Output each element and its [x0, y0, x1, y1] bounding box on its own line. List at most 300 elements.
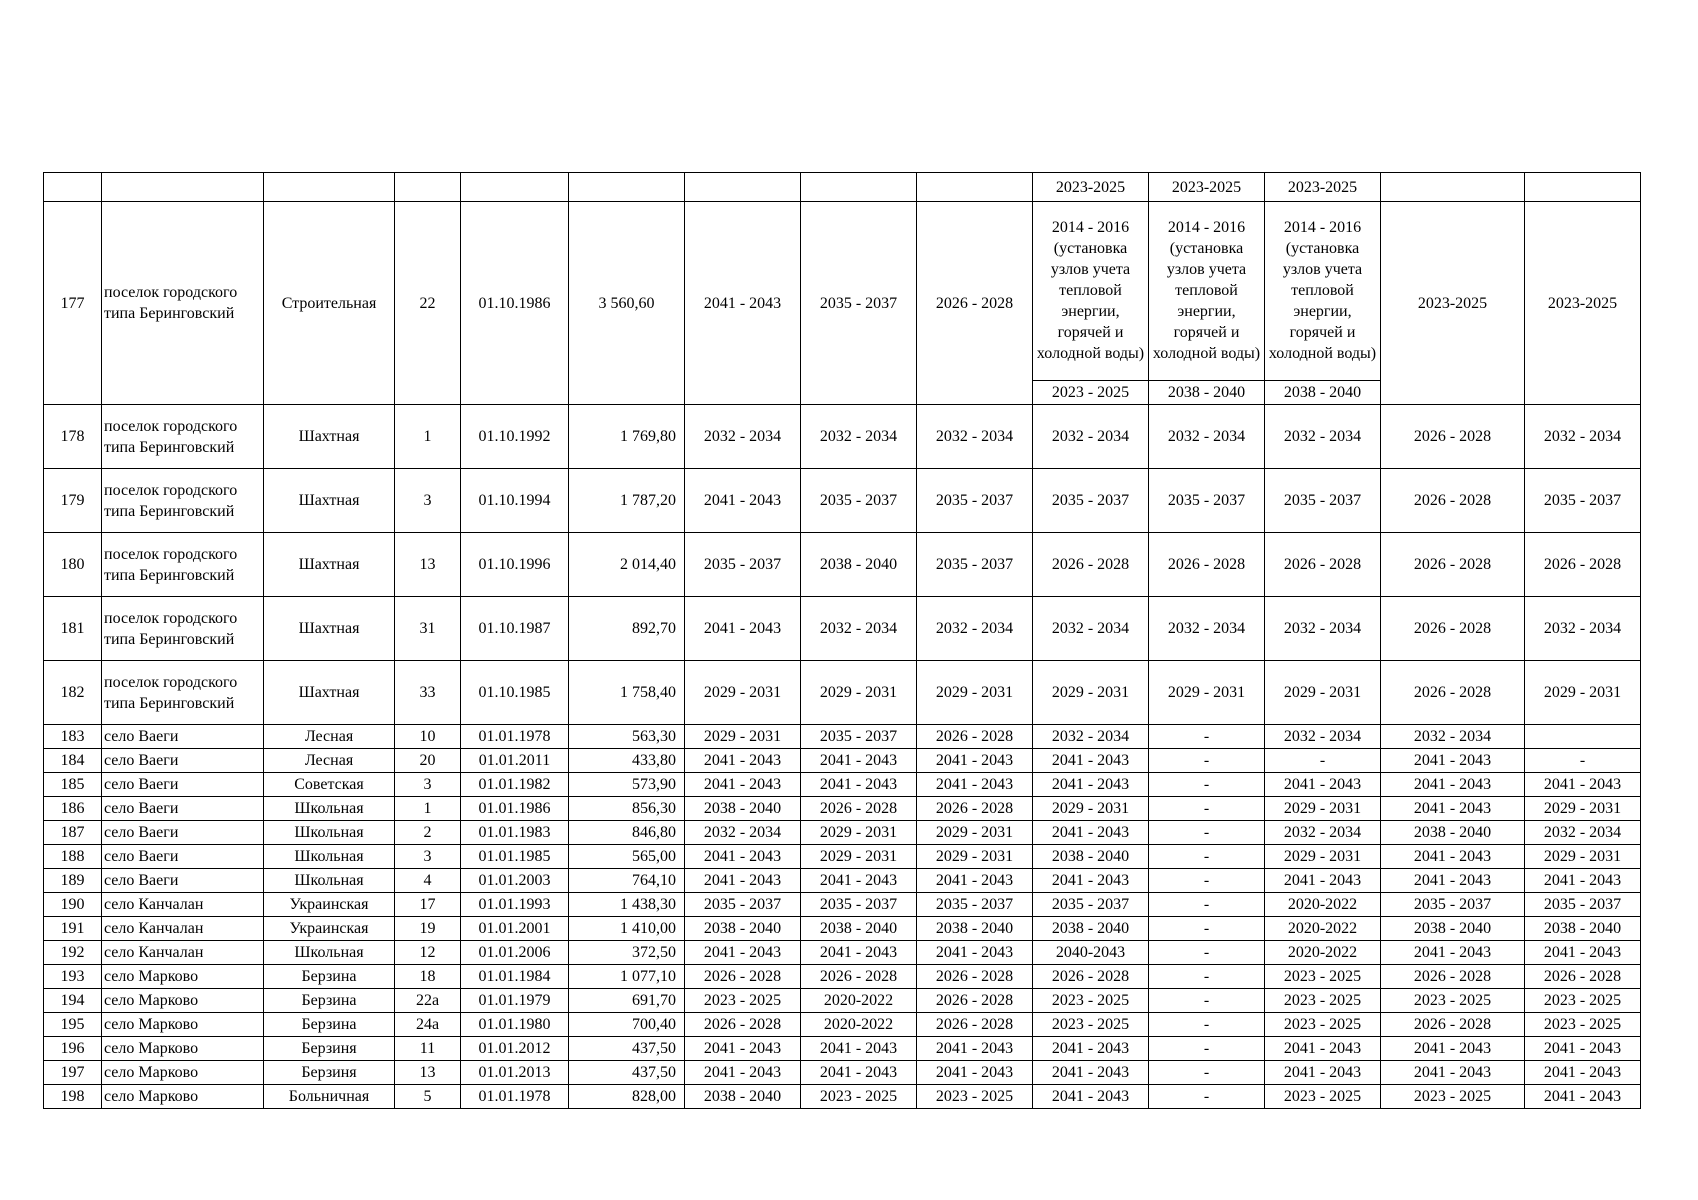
total-area: 565,00 — [569, 845, 685, 869]
period-cell: 2032 - 2034 — [685, 405, 801, 469]
street-name: Шахтная — [264, 533, 395, 597]
period-cell: 2041 - 2043 — [1033, 1061, 1149, 1085]
table-row — [44, 405, 1641, 469]
period-cell: 2032 - 2034 — [1525, 405, 1641, 469]
period-cell: 2029 - 2031 — [1033, 797, 1149, 821]
row-number: 184 — [44, 749, 102, 773]
period-cell: 2023 - 2025 — [1265, 1085, 1381, 1109]
period-cell: - — [1525, 749, 1641, 773]
row-number: 189 — [44, 869, 102, 893]
period-cell: 2026 - 2028 — [917, 1013, 1033, 1037]
period-cell: 2026 - 2028 — [1525, 533, 1641, 597]
period-cell: 2035 - 2037 — [1525, 469, 1641, 533]
settlement-name: село Ваеги — [102, 773, 264, 797]
row-number: 177 — [44, 202, 102, 405]
table-row — [44, 1013, 1641, 1037]
period-cell: - — [1149, 965, 1265, 989]
table-row — [44, 893, 1641, 917]
house-number: 1 — [395, 797, 461, 821]
period-cell: 2023 - 2025 — [685, 989, 801, 1013]
total-area: 2 014,40 — [569, 533, 685, 597]
period-cell: 2023 - 2025 — [1033, 1013, 1149, 1037]
commission-date: 01.01.1978 — [461, 725, 569, 749]
period-cell: 2041 - 2043 — [1525, 941, 1641, 965]
street-name: Берзиня — [264, 1037, 395, 1061]
period-cell: 2035 - 2037 — [917, 469, 1033, 533]
table-cell — [44, 173, 102, 202]
period-cell: 2026 - 2028 — [685, 1013, 801, 1037]
table-cell: 2023-2025 — [1265, 173, 1381, 202]
table-row — [44, 1037, 1641, 1061]
total-area: 691,70 — [569, 989, 685, 1013]
house-number: 17 — [395, 893, 461, 917]
period-cell: 2029 - 2031 — [801, 661, 917, 725]
period-cell: 2029 - 2031 — [1525, 797, 1641, 821]
period-cell: 2041 - 2043 — [1381, 1037, 1525, 1061]
house-number: 13 — [395, 1061, 461, 1085]
street-name: Лесная — [264, 725, 395, 749]
table-row — [44, 965, 1641, 989]
period-cell: 2023 - 2025 — [1265, 965, 1381, 989]
period-cell: 2035 - 2037 — [801, 725, 917, 749]
row-number: 196 — [44, 1037, 102, 1061]
street-name: Больничная — [264, 1085, 395, 1109]
house-number: 19 — [395, 917, 461, 941]
settlement-name: село Марково — [102, 1037, 264, 1061]
period-cell: 2029 - 2031 — [1525, 845, 1641, 869]
total-area: 1 787,20 — [569, 469, 685, 533]
period-cell: 2041 - 2043 — [1265, 1061, 1381, 1085]
house-number: 22 — [395, 202, 461, 405]
period-cell — [1525, 725, 1641, 749]
period-cell: 2035 - 2037 — [685, 533, 801, 597]
street-name: Школьная — [264, 845, 395, 869]
commission-date: 01.01.1979 — [461, 989, 569, 1013]
period-cell: - — [1149, 893, 1265, 917]
table-cell: 2023-2025 — [1033, 173, 1149, 202]
table-cell — [1525, 173, 1641, 202]
total-area: 700,40 — [569, 1013, 685, 1037]
document-page — [43, 172, 1641, 1109]
commission-date: 01.10.1992 — [461, 405, 569, 469]
total-area: 856,30 — [569, 797, 685, 821]
house-number: 4 — [395, 869, 461, 893]
period-cell: 2035 - 2037 — [685, 893, 801, 917]
table-row — [44, 1061, 1641, 1085]
period-cell: 2029 - 2031 — [1265, 845, 1381, 869]
commission-date: 01.01.1983 — [461, 821, 569, 845]
period-cell: 2026 - 2028 — [1033, 533, 1149, 597]
row-number: 190 — [44, 893, 102, 917]
period-cell: 2032 - 2034 — [801, 405, 917, 469]
period-cell: 2023 - 2025 — [917, 1085, 1033, 1109]
settlement-name: поселок городского типа Беринговский — [102, 597, 264, 661]
commission-date: 01.10.1986 — [461, 202, 569, 405]
settlement-name: село Марково — [102, 989, 264, 1013]
period-cell: 2026 - 2028 — [1381, 1013, 1525, 1037]
period-cell: 2026 - 2028 — [917, 797, 1033, 821]
settlement-name: поселок городского типа Беринговский — [102, 405, 264, 469]
table-row — [44, 989, 1641, 1013]
table-row — [44, 597, 1641, 661]
period-cell: 2035 - 2037 — [1149, 469, 1265, 533]
period-cell: 2041 - 2043 — [1525, 773, 1641, 797]
table-cell: 2023-2025 — [1149, 173, 1265, 202]
total-area: 573,90 — [569, 773, 685, 797]
period-cell: 2026 - 2028 — [685, 965, 801, 989]
period-cell: 2026 - 2028 — [1381, 469, 1525, 533]
period-cell: 2041 - 2043 — [1033, 821, 1149, 845]
table-cell — [917, 173, 1033, 202]
period-cell: - — [1149, 869, 1265, 893]
table-row — [44, 845, 1641, 869]
settlement-name: село Канчалан — [102, 917, 264, 941]
period-cell: - — [1265, 749, 1381, 773]
period-cell: 2041 - 2043 — [685, 1061, 801, 1085]
house-number: 20 — [395, 749, 461, 773]
street-name: Берзина — [264, 989, 395, 1013]
period-cell: 2032 - 2034 — [1149, 405, 1265, 469]
row-number: 179 — [44, 469, 102, 533]
period-cell: 2041 - 2043 — [1381, 773, 1525, 797]
commission-date: 01.01.1985 — [461, 845, 569, 869]
total-area: 1 410,00 — [569, 917, 685, 941]
period-cell: 2041 - 2043 — [685, 597, 801, 661]
period-cell: 2041 - 2043 — [1265, 869, 1381, 893]
settlement-name: поселок городского типа Беринговский — [102, 469, 264, 533]
commission-date: 01.01.1978 — [461, 1085, 569, 1109]
house-number: 12 — [395, 941, 461, 965]
total-area: 372,50 — [569, 941, 685, 965]
street-name: Берзина — [264, 965, 395, 989]
period-cell: 2023 - 2025 — [1381, 989, 1525, 1013]
period-cell: 2014 - 2016 (установка узлов учета тепловой энергии, горячей и холодной воды) — [1033, 202, 1149, 381]
period-cell: - — [1149, 725, 1265, 749]
period-cell: 2032 - 2034 — [1265, 725, 1381, 749]
period-cell: - — [1149, 749, 1265, 773]
period-cell: 2032 - 2034 — [1033, 725, 1149, 749]
table-row — [44, 749, 1641, 773]
commission-date: 01.10.1996 — [461, 533, 569, 597]
period-cell: 2035 - 2037 — [917, 893, 1033, 917]
period-cell: 2020-2022 — [801, 1013, 917, 1037]
total-area: 764,10 — [569, 869, 685, 893]
period-cell: 2041 - 2043 — [801, 773, 917, 797]
period-cell: 2029 - 2031 — [1033, 661, 1149, 725]
period-cell: - — [1149, 1085, 1265, 1109]
period-cell: 2041 - 2043 — [917, 1037, 1033, 1061]
table-row — [44, 773, 1641, 797]
period-cell: 2041 - 2043 — [801, 869, 917, 893]
period-cell: - — [1149, 941, 1265, 965]
period-cell: 2023-2025 — [1525, 202, 1641, 405]
period-cell: 2041 - 2043 — [1381, 1061, 1525, 1085]
period-cell: 2041 - 2043 — [801, 1037, 917, 1061]
period-cell: 2041 - 2043 — [685, 773, 801, 797]
street-name: Лесная — [264, 749, 395, 773]
table-row — [44, 917, 1641, 941]
house-number: 13 — [395, 533, 461, 597]
table-row — [44, 725, 1641, 749]
table-cell — [102, 173, 264, 202]
period-cell: 2035 - 2037 — [801, 202, 917, 405]
period-cell: 2038 - 2040 — [685, 917, 801, 941]
settlement-name: село Марково — [102, 1061, 264, 1085]
period-cell: 2041 - 2043 — [685, 469, 801, 533]
period-cell: 2026 - 2028 — [1381, 597, 1525, 661]
settlement-name: село Ваеги — [102, 749, 264, 773]
period-cell: 2041 - 2043 — [1033, 1037, 1149, 1061]
row-number: 182 — [44, 661, 102, 725]
period-cell: 2029 - 2031 — [917, 845, 1033, 869]
row-number: 195 — [44, 1013, 102, 1037]
period-cell: 2041 - 2043 — [1381, 797, 1525, 821]
settlement-name: село Ваеги — [102, 845, 264, 869]
total-area: 1 077,10 — [569, 965, 685, 989]
house-number: 24а — [395, 1013, 461, 1037]
period-cell: - — [1149, 845, 1265, 869]
table-row-177 — [44, 202, 1641, 381]
street-name: Шахтная — [264, 469, 395, 533]
commission-date: 01.01.1980 — [461, 1013, 569, 1037]
period-cell: 2029 - 2031 — [1265, 661, 1381, 725]
period-cell: 2032 - 2034 — [1033, 597, 1149, 661]
settlement-name: село Ваеги — [102, 725, 264, 749]
period-cell: 2035 - 2037 — [1265, 469, 1381, 533]
table-cell — [395, 173, 461, 202]
row-number: 181 — [44, 597, 102, 661]
house-number: 33 — [395, 661, 461, 725]
table-row — [44, 941, 1641, 965]
total-area: 828,00 — [569, 1085, 685, 1109]
period-cell: 2041 - 2043 — [685, 869, 801, 893]
row-number: 194 — [44, 989, 102, 1013]
settlement-name: село Канчалан — [102, 941, 264, 965]
period-cell: 2041 - 2043 — [1033, 1085, 1149, 1109]
period-cell: 2035 - 2037 — [1033, 893, 1149, 917]
period-cell: - — [1149, 1061, 1265, 1085]
settlement-name: село Ваеги — [102, 797, 264, 821]
settlement-name: село Ваеги — [102, 869, 264, 893]
period-cell: 2023-2025 — [1381, 202, 1525, 405]
total-area: 433,80 — [569, 749, 685, 773]
commission-date: 01.01.1984 — [461, 965, 569, 989]
row-number: 198 — [44, 1085, 102, 1109]
period-cell: 2041 - 2043 — [1381, 845, 1525, 869]
table-row — [44, 821, 1641, 845]
period-cell: 2020-2022 — [1265, 893, 1381, 917]
period-cell: 2041 - 2043 — [917, 869, 1033, 893]
street-name: Советская — [264, 773, 395, 797]
total-area: 3 560,60 — [569, 202, 685, 405]
settlement-name: село Марково — [102, 1013, 264, 1037]
period-cell: 2041 - 2043 — [1525, 1085, 1641, 1109]
period-cell: 2032 - 2034 — [1033, 405, 1149, 469]
period-cell: 2032 - 2034 — [1525, 597, 1641, 661]
period-cell: 2041 - 2043 — [1381, 869, 1525, 893]
settlement-name: село Марково — [102, 965, 264, 989]
period-cell: - — [1149, 917, 1265, 941]
period-cell: 2041 - 2043 — [801, 1061, 917, 1085]
settlement-name: поселок городского типа Беринговский — [102, 533, 264, 597]
settlement-name: поселок городского типа Беринговский — [102, 661, 264, 725]
period-cell: 2041 - 2043 — [917, 941, 1033, 965]
period-cell: 2038 - 2040 — [801, 917, 917, 941]
period-cell: 2038 - 2040 — [1381, 917, 1525, 941]
period-cell: 2041 - 2043 — [1381, 941, 1525, 965]
house-number: 10 — [395, 725, 461, 749]
period-cell: 2026 - 2028 — [917, 989, 1033, 1013]
period-cell: 2035 - 2037 — [801, 469, 917, 533]
table-row — [44, 661, 1641, 725]
table-cell — [569, 173, 685, 202]
period-cell: 2032 - 2034 — [1265, 597, 1381, 661]
period-cell: 2041 - 2043 — [917, 1061, 1033, 1085]
commission-date: 01.01.2011 — [461, 749, 569, 773]
period-cell: 2041 - 2043 — [1033, 773, 1149, 797]
row-number: 187 — [44, 821, 102, 845]
settlement-name: село Ваеги — [102, 821, 264, 845]
row-number: 192 — [44, 941, 102, 965]
commission-date: 01.01.2003 — [461, 869, 569, 893]
period-cell: 2023 - 2025 — [801, 1085, 917, 1109]
period-cell: - — [1149, 797, 1265, 821]
settlement-name: село Канчалан — [102, 893, 264, 917]
period-cell: 2029 - 2031 — [1265, 797, 1381, 821]
period-cell: 2038 - 2040 — [917, 917, 1033, 941]
period-cell: 2038 - 2040 — [1033, 917, 1149, 941]
row-number: 178 — [44, 405, 102, 469]
street-name: Шахтная — [264, 597, 395, 661]
period-cell: 2038 - 2040 — [1265, 380, 1381, 404]
house-number: 3 — [395, 469, 461, 533]
period-cell: 2041 - 2043 — [1525, 1037, 1641, 1061]
commission-date: 01.01.1993 — [461, 893, 569, 917]
period-cell: 2040-2043 — [1033, 941, 1149, 965]
period-cell: 2023 - 2025 — [1033, 989, 1149, 1013]
period-cell: 2038 - 2040 — [1033, 845, 1149, 869]
period-cell: 2041 - 2043 — [917, 773, 1033, 797]
row-number: 186 — [44, 797, 102, 821]
house-number: 11 — [395, 1037, 461, 1061]
table-row — [44, 869, 1641, 893]
period-cell: 2041 - 2043 — [1033, 869, 1149, 893]
period-cell: 2023 - 2025 — [1033, 380, 1149, 404]
period-cell: 2026 - 2028 — [1265, 533, 1381, 597]
period-cell: 2038 - 2040 — [1149, 380, 1265, 404]
street-name: Школьная — [264, 869, 395, 893]
street-name: Украинская — [264, 893, 395, 917]
period-cell: 2041 - 2043 — [685, 941, 801, 965]
period-cell: 2032 - 2034 — [801, 597, 917, 661]
street-name: Школьная — [264, 941, 395, 965]
period-cell: 2032 - 2034 — [1265, 821, 1381, 845]
period-cell: 2035 - 2037 — [1525, 893, 1641, 917]
commission-date: 01.01.2006 — [461, 941, 569, 965]
total-area: 1 438,30 — [569, 893, 685, 917]
period-cell: 2038 - 2040 — [685, 797, 801, 821]
period-cell: 2038 - 2040 — [1381, 821, 1525, 845]
row-number: 191 — [44, 917, 102, 941]
period-cell: - — [1149, 1013, 1265, 1037]
house-number: 22а — [395, 989, 461, 1013]
period-cell: - — [1149, 1037, 1265, 1061]
period-cell: 2041 - 2043 — [1381, 749, 1525, 773]
table-row — [44, 533, 1641, 597]
period-cell: - — [1149, 773, 1265, 797]
street-name: Шахтная — [264, 661, 395, 725]
settlement-name: поселок городского типа Беринговский — [102, 202, 264, 405]
period-cell: 2032 - 2034 — [917, 405, 1033, 469]
period-cell: 2026 - 2028 — [801, 797, 917, 821]
total-area: 437,50 — [569, 1037, 685, 1061]
period-cell: 2026 - 2028 — [917, 965, 1033, 989]
period-cell: 2041 - 2043 — [917, 749, 1033, 773]
period-cell: 2026 - 2028 — [1525, 965, 1641, 989]
table-cell — [264, 173, 395, 202]
period-cell: 2026 - 2028 — [1033, 965, 1149, 989]
row-number: 188 — [44, 845, 102, 869]
street-name: Украинская — [264, 917, 395, 941]
row-number: 183 — [44, 725, 102, 749]
table-cell — [801, 173, 917, 202]
commission-date: 01.10.1994 — [461, 469, 569, 533]
street-name: Берзина — [264, 1013, 395, 1037]
period-cell: 2032 - 2034 — [1149, 597, 1265, 661]
period-cell: 2032 - 2034 — [685, 821, 801, 845]
street-name: Шахтная — [264, 405, 395, 469]
total-area: 563,30 — [569, 725, 685, 749]
period-cell: - — [1149, 989, 1265, 1013]
house-number: 3 — [395, 845, 461, 869]
period-cell: 2035 - 2037 — [917, 533, 1033, 597]
period-cell: 2035 - 2037 — [801, 893, 917, 917]
period-cell: 2038 - 2040 — [685, 1085, 801, 1109]
period-cell: 2023 - 2025 — [1381, 1085, 1525, 1109]
street-name: Берзиня — [264, 1061, 395, 1085]
period-cell: 2038 - 2040 — [801, 533, 917, 597]
table-row — [44, 469, 1641, 533]
period-cell: 2023 - 2025 — [1525, 1013, 1641, 1037]
house-number: 2 — [395, 821, 461, 845]
total-area: 846,80 — [569, 821, 685, 845]
period-cell: 2041 - 2043 — [1525, 869, 1641, 893]
commission-date: 01.01.2013 — [461, 1061, 569, 1085]
row-number: 197 — [44, 1061, 102, 1085]
period-cell: 2041 - 2043 — [1265, 773, 1381, 797]
house-number: 3 — [395, 773, 461, 797]
period-cell: 2026 - 2028 — [1381, 661, 1525, 725]
table-row — [44, 1085, 1641, 1109]
period-cell: 2026 - 2028 — [1381, 965, 1525, 989]
period-cell: 2026 - 2028 — [917, 725, 1033, 749]
table-cell — [461, 173, 569, 202]
repair-schedule-table — [43, 172, 1641, 1109]
period-cell: 2041 - 2043 — [685, 1037, 801, 1061]
period-cell: 2029 - 2031 — [1149, 661, 1265, 725]
period-cell: 2041 - 2043 — [801, 749, 917, 773]
house-number: 18 — [395, 965, 461, 989]
commission-date: 01.10.1985 — [461, 661, 569, 725]
period-cell: 2029 - 2031 — [801, 845, 917, 869]
period-cell: 2029 - 2031 — [917, 661, 1033, 725]
period-cell: 2035 - 2037 — [1381, 893, 1525, 917]
period-cell: 2041 - 2043 — [685, 202, 801, 405]
period-cell: - — [1149, 821, 1265, 845]
commission-date: 01.01.2001 — [461, 917, 569, 941]
total-area: 892,70 — [569, 597, 685, 661]
row-number: 185 — [44, 773, 102, 797]
